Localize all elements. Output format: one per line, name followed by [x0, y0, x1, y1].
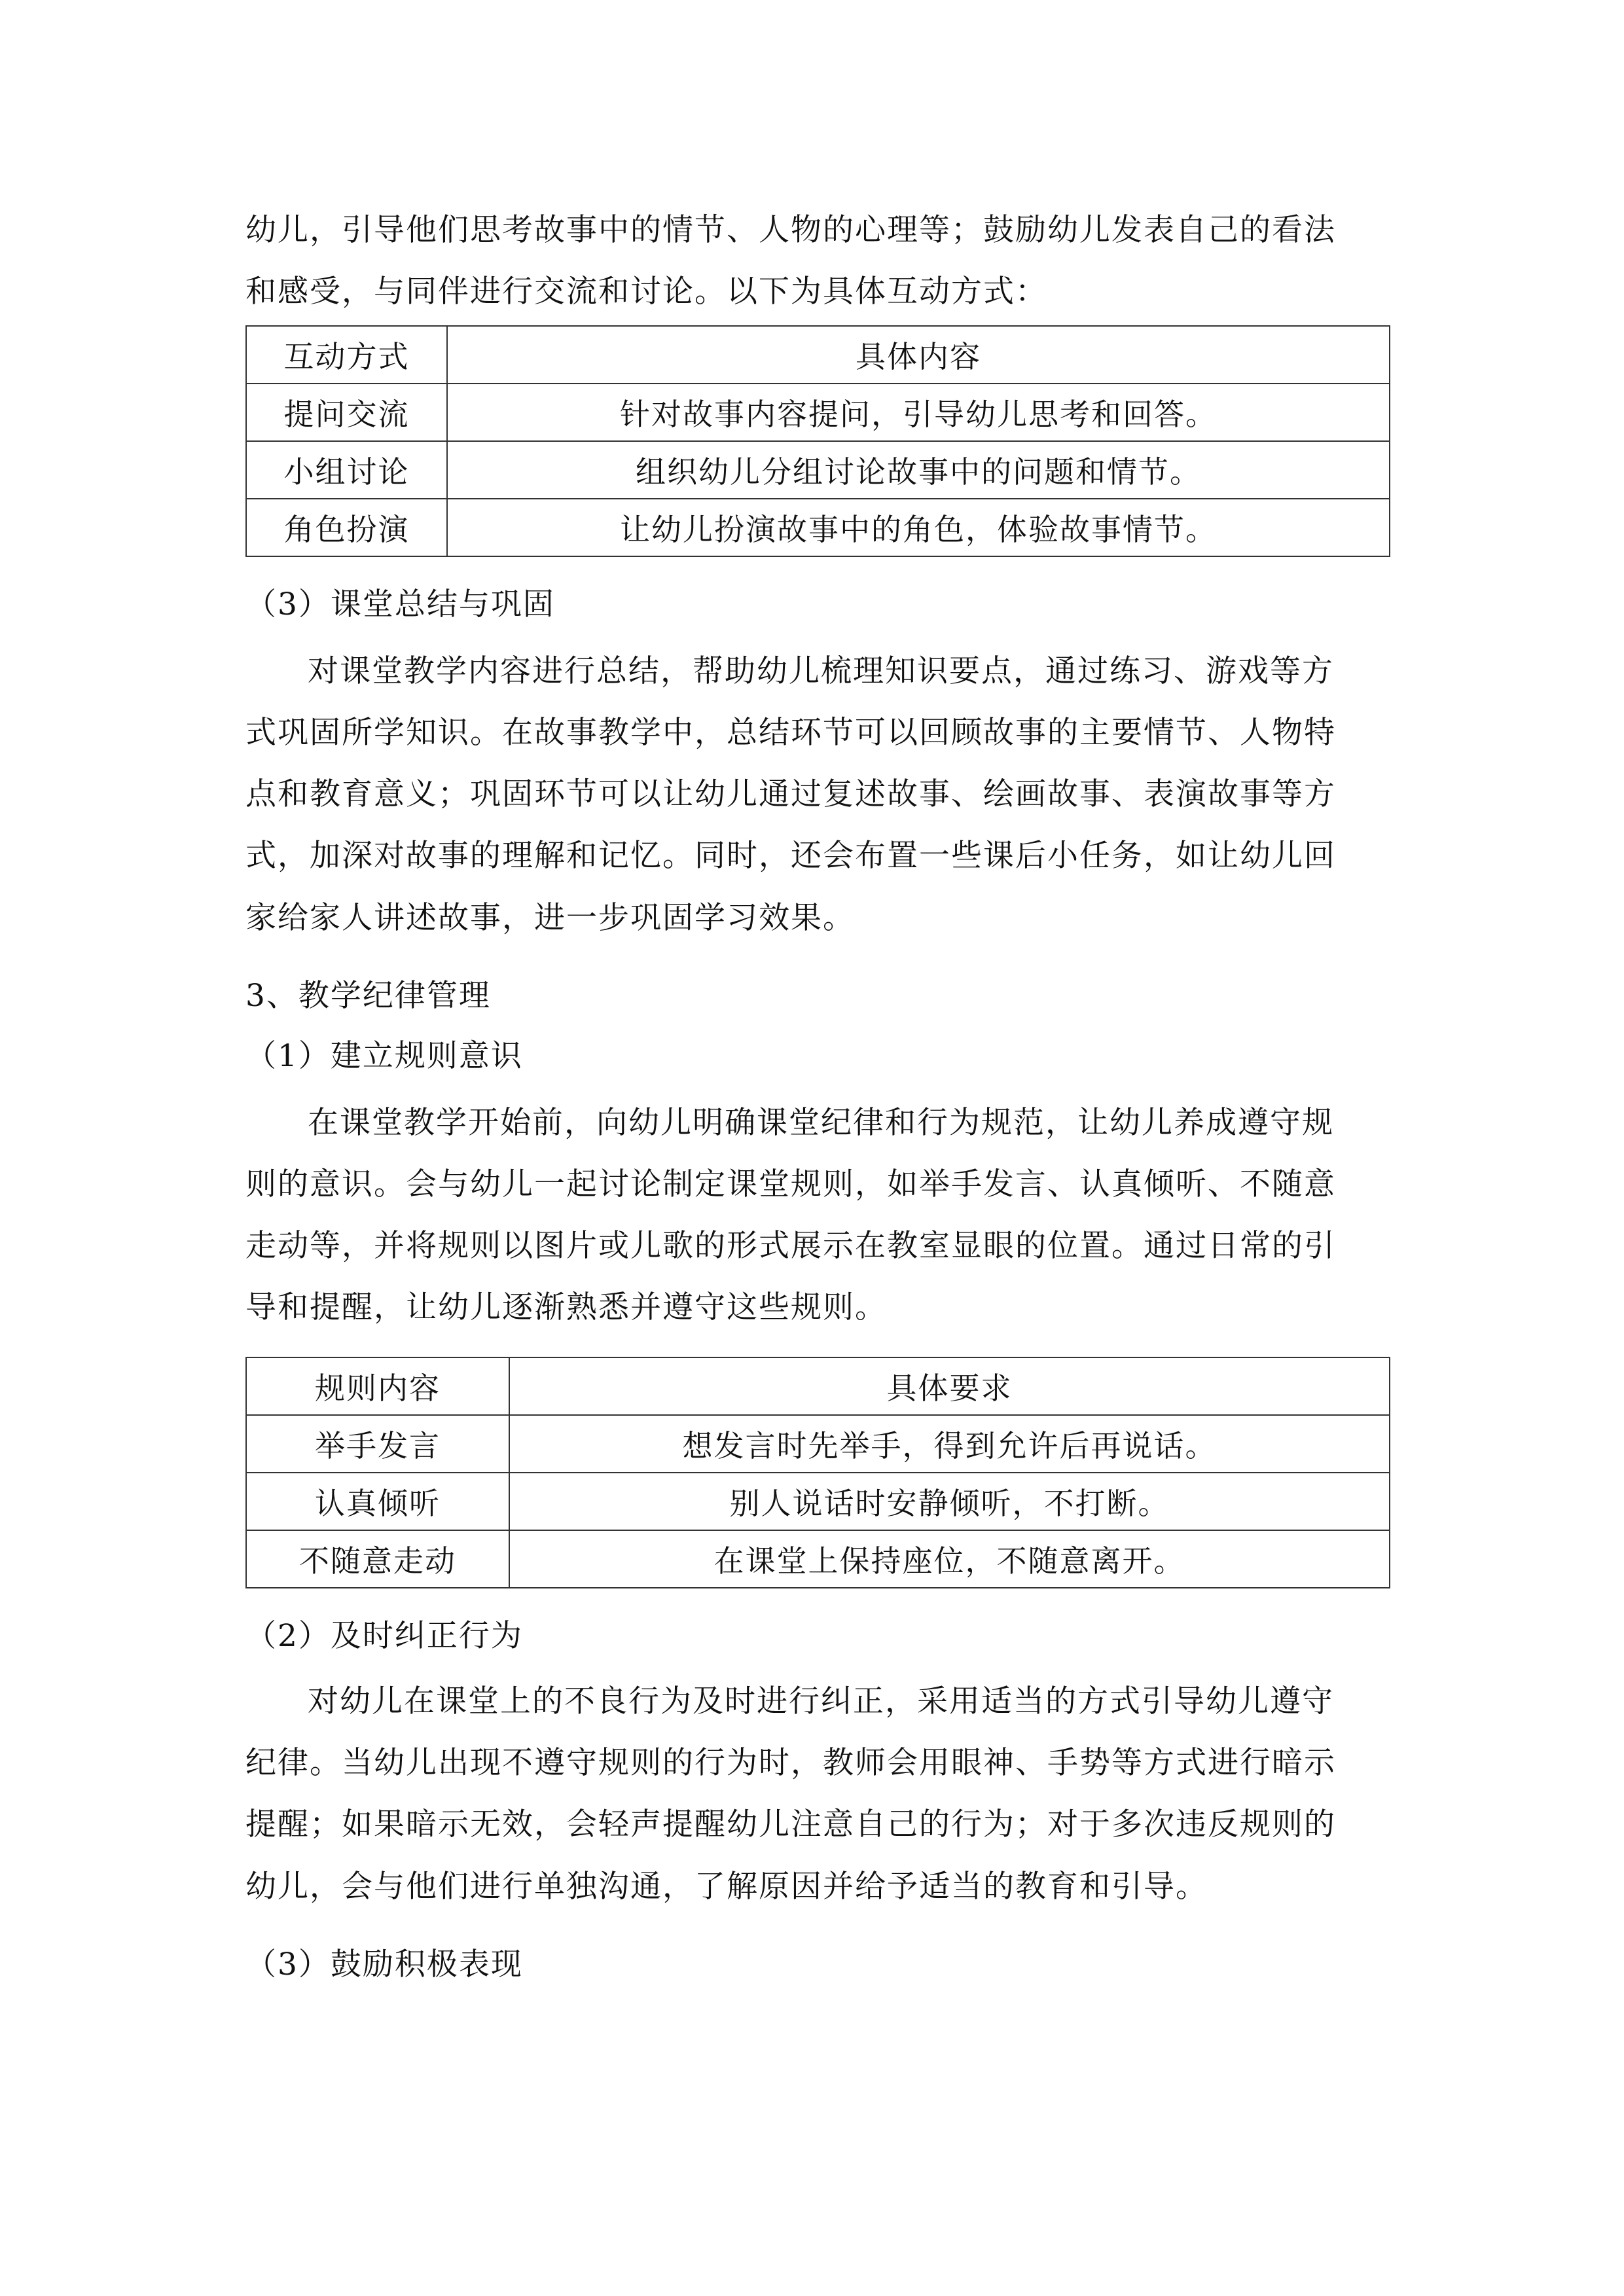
table-cell: 针对故事内容提问，引导幼儿思考和回答。 [447, 384, 1390, 441]
paragraph-line: 提醒；如果暗示无效，会轻声提醒幼儿注意自己的行为；对于多次违反规则的 [245, 1806, 1336, 1842]
paragraph-line: 则的意识。会与幼儿一起讨论制定课堂规则，如举手发言、认真倾听、不随意 [245, 1166, 1336, 1202]
paragraph-line: 纪律。当幼儿出现不遵守规则的行为时，教师会用眼神、手势等方式进行暗示 [245, 1745, 1336, 1781]
table-row [246, 1415, 1390, 1473]
table-header-row [246, 1357, 1390, 1415]
table-row [246, 1530, 1390, 1588]
table-header-cell: 具体内容 [447, 326, 1390, 384]
table-row [246, 1473, 1390, 1530]
table-cell: 提问交流 [246, 384, 447, 441]
table-row [246, 441, 1390, 499]
table-header-cell: 规则内容 [246, 1357, 509, 1415]
table-header-cell: 互动方式 [246, 326, 447, 384]
section-heading-summary: （3）课堂总结与巩固 [245, 586, 555, 622]
paragraph-line: 走动等，并将规则以图片或儿歌的形式展示在教室显眼的位置。通过日常的引 [245, 1228, 1336, 1264]
table-cell: 在课堂上保持座位，不随意离开。 [509, 1530, 1390, 1588]
table-header-row [246, 326, 1390, 384]
paragraph-line: 在课堂教学开始前，向幼儿明确课堂纪律和行为规范，让幼儿养成遵守规 [308, 1105, 1334, 1141]
table-header-cell: 具体要求 [509, 1357, 1390, 1415]
table-cell: 角色扮演 [246, 499, 447, 556]
table-row [246, 499, 1390, 556]
rules-table [245, 1357, 1390, 1588]
section-heading-discipline: 3、教学纪律管理 [245, 978, 491, 1014]
paragraph-line: 导和提醒，让幼儿逐渐熟悉并遵守这些规则。 [245, 1289, 887, 1325]
table-row [246, 384, 1390, 441]
paragraph-line: 点和教育意义；巩固环节可以让幼儿通过复述故事、绘画故事、表演故事等方 [245, 776, 1336, 812]
paragraph-line: 幼儿，会与他们进行单独沟通，了解原因并给予适当的教育和引导。 [245, 1869, 1208, 1905]
table-cell: 不随意走动 [246, 1530, 509, 1588]
paragraph-line: 式巩固所学知识。在故事教学中，总结环节可以回顾故事的主要情节、人物特 [245, 715, 1336, 751]
table-cell: 让幼儿扮演故事中的角色，体验故事情节。 [447, 499, 1390, 556]
section-heading-encourage: （3）鼓励积极表现 [245, 1946, 523, 1982]
table-cell: 想发言时先举手，得到允许后再说话。 [509, 1415, 1390, 1473]
intro-line-1: 幼儿，引导他们思考故事中的情节、人物的心理等；鼓励幼儿发表自己的看法 [245, 212, 1336, 248]
table-cell: 举手发言 [246, 1415, 509, 1473]
intro-line-2: 和感受，与同伴进行交流和讨论。以下为具体互动方式： [245, 274, 1047, 310]
table-cell: 小组讨论 [246, 441, 447, 499]
table-cell: 组织幼儿分组讨论故事中的问题和情节。 [447, 441, 1390, 499]
paragraph-line: 家给家人讲述故事，进一步巩固学习效果。 [245, 900, 855, 936]
interaction-table [245, 325, 1390, 557]
paragraph-line: 式，加深对故事的理解和记忆。同时，还会布置一些课后小任务，如让幼儿回 [245, 838, 1336, 874]
paragraph-line: 对幼儿在课堂上的不良行为及时进行纠正，采用适当的方式引导幼儿遵守 [308, 1683, 1334, 1719]
section-heading-rules: （1）建立规则意识 [245, 1038, 523, 1074]
table-cell: 别人说话时安静倾听，不打断。 [509, 1473, 1390, 1530]
section-heading-correction: （2）及时纠正行为 [245, 1618, 523, 1654]
paragraph-line: 对课堂教学内容进行总结，帮助幼儿梳理知识要点，通过练习、游戏等方 [308, 653, 1334, 689]
table-cell: 认真倾听 [246, 1473, 509, 1530]
